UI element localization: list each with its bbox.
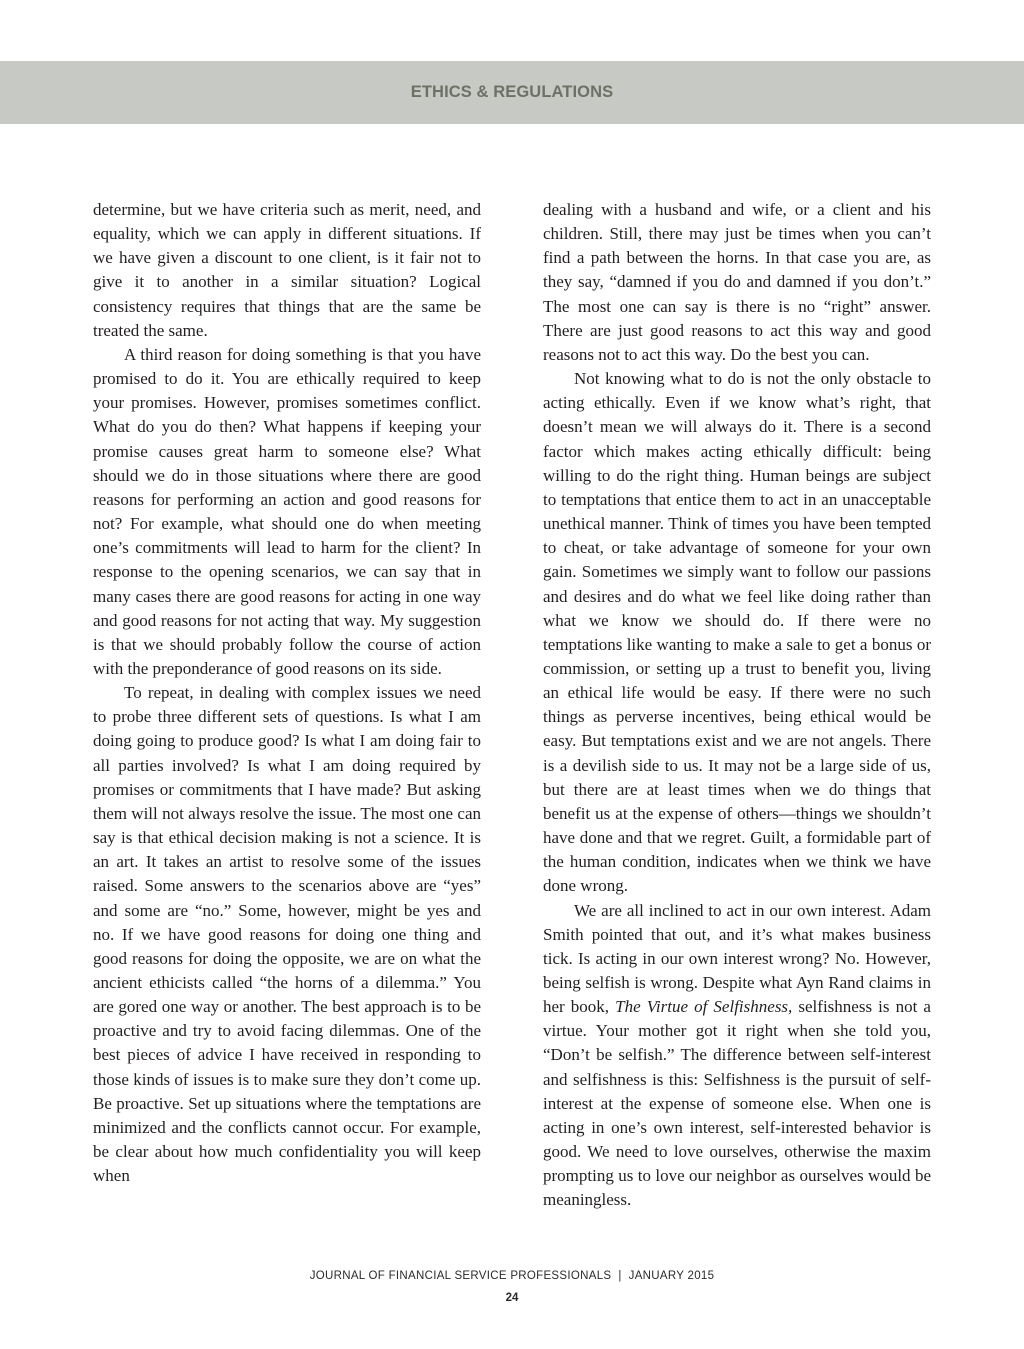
issue-date: JANUARY 2015 (628, 1270, 715, 1282)
journal-footer (0, 1270, 1024, 1282)
left-paragraph-3: To repeat, in dealing with complex issues we need to probe three different sets of questions. Is what I am doing going to produce good? Is what I am doing fair to all parties involved? Is what I am doing required by promises or commitments that I have made? But asking them will not always resolve the issue. The most one can say is that ethical decision making is not a science. It is an art. It takes an artist to resolve some of the issues raised. Some answers to the scenarios above are “yes” and some are “no.” Some, however, might be yes and no. If we have good reasons for doing one thing and good reasons for doing the opposite, we are on what the ancient ethicists called “the horns of a dilemma.” You are gored one way or another. The best approach is to be proactive and try to avoid facing dilemmas. One of the best pieces of advice I have received in responding to those kinds of issues is to make sure they don’t come up. Be proactive. Set up situations where the temptations are minimized and the conflicts cannot occur. For example, be clear about how much confidentiality you will keep when (93, 683, 481, 1186)
right-paragraph-3-text-b: selfishness is not a virtue. Your mother got it right when she told you, “Don’t be selfish.” The difference between self-interest and selfishness is this: Selfishness is the pursuit of self-interest at the expense of someone else. When one is acting in one’s own interest, self-interested behavior is good. We need to love ourselves, otherwise the maxim prompting us to love our neighbor as ourselves would be meaningless. (543, 997, 931, 1210)
right-paragraph-1: dealing with a husband and wife, or a client and his children. Still, there may just be times when you can’t find a path between the horns. In that case you are, as they say, “damned if you do and damned if you don’t.” The most one can say is there is no “right” answer. There are just good reasons to act this way and good reasons not to act this way. Do the best you can. (543, 200, 931, 364)
book-title: The Virtue of Selfishness, (615, 997, 793, 1017)
section-title: ETHICS & REGULATIONS (410, 83, 614, 101)
right-column (543, 198, 931, 1213)
left-paragraph-2: A third reason for doing something is that you have promised to do it. You are ethically required to keep your promises. However, promises sometimes conflict. What do you do then? What happens if keeping your promise causes great harm to someone else? What should we do in those situations where there are good reasons for performing an action and good reasons for not? For example, what should one do when meeting one’s commitments will lead to harm for the client? In response to the opening scenarios, we can say that in many cases there are good reasons for acting in one way and good reasons for not acting that way. My suggestion is that we should probably follow the course of action with the preponderance of good reasons on its side. (93, 344, 481, 678)
journal-name: JOURNAL OF FINANCIAL SERVICE PROFESSIONALS (309, 1270, 612, 1282)
right-paragraph-3-text-a: We are all inclined to act in our own interest. Adam Smith pointed that out, and it’s what makes business tick. Is acting in our own interest wrong? No. However, being selfish is wrong. Despite what Ayn Rand claims in her book, (543, 900, 931, 1017)
right-paragraph-2: Not knowing what to do is not the only obstacle to acting ethically. Even if we know what’s right, that doesn’t mean we will always do it. There is a second factor which makes acting ethically difficult: being willing to do the right thing. Human beings are subject to temptations that entice them to act in an unacceptable unethical manner. Think of times you have been tempted to cheat, or take advantage of someone for your own gain. Sometimes we simply want to follow our passions and desires and do what we feel like doing rather than what we know we should do. If there were no temptations like wanting to make a sale to get a bonus or commission, or setting up a trust to benefit you, living an ethical life would be easy. If there were no such things as perverse incentives, being ethical would be easy. But temptations exist and we are not angels. There is a devilish side to us. It may not be a large side of us, but there are at least times when we do things that benefit us at the expense of others—things we shouldn’t have done and that we regret. Guilt, a formidable part of the human condition, indicates when we think we have done wrong. (543, 369, 931, 896)
right-paragraph-3 (543, 899, 931, 1213)
page-number: 24 (505, 1292, 519, 1304)
footer-separator: | (618, 1270, 622, 1282)
left-column (93, 198, 481, 1188)
left-paragraph-1: determine, but we have criteria such as merit, need, and equality, which we can apply in different situations. If we have given a discount to one client, is it fair not to give it to another in a similar situation? Logical consistency requires that things that are the same be treated the same. (93, 200, 481, 340)
section-header-banner (0, 61, 1024, 124)
